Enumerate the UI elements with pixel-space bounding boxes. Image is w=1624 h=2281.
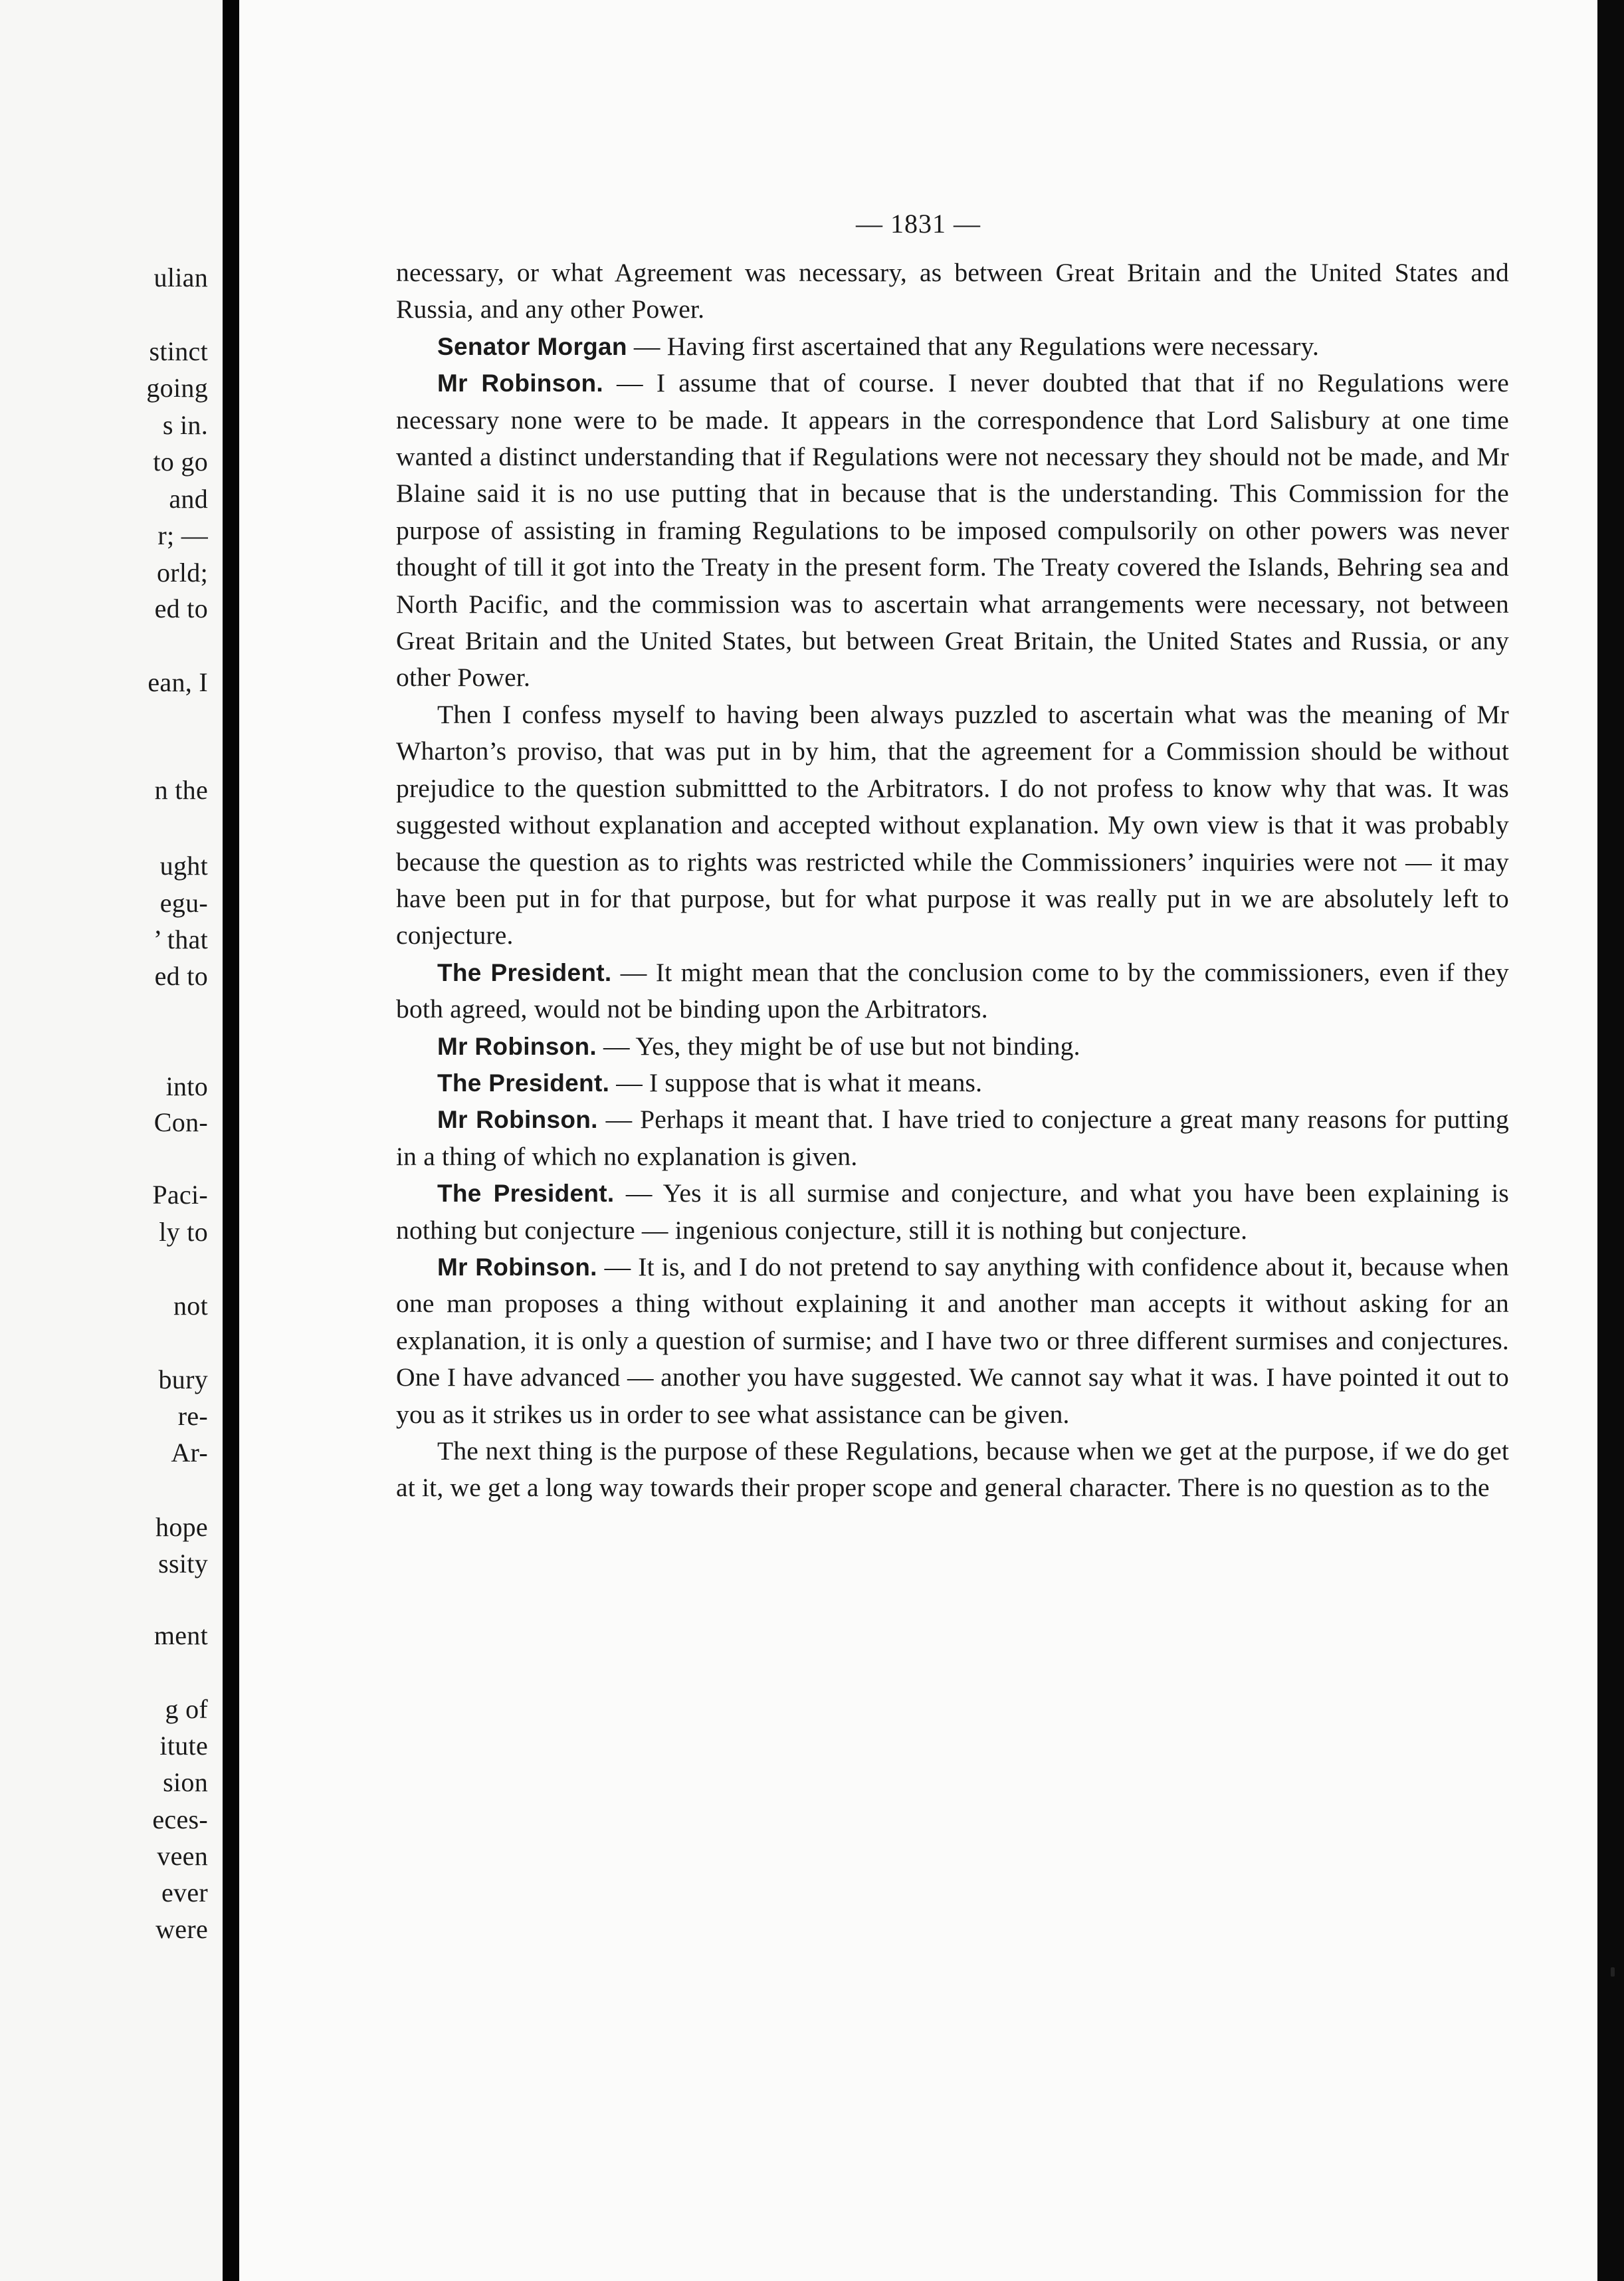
left-fragment: going bbox=[146, 373, 208, 403]
speaker-name: The President. bbox=[437, 958, 612, 986]
right-page bbox=[239, 0, 1597, 2281]
left-fragment: veen bbox=[157, 1841, 208, 1871]
paragraph-text: — Yes it is all surmise and conjecture, and what you have been explaining is nothing but conjecture — ingenious conjecture, still it is nothing but conjecture. bbox=[396, 1178, 1509, 1245]
speaker-name: Mr Robinson. bbox=[437, 370, 603, 397]
left-fragment: were bbox=[155, 1914, 208, 1944]
page-body bbox=[396, 255, 1509, 1507]
paragraph-text: — I assume that of course. I never doubted that that if no Regulations were necessary none were to be made. It appears in the correspondence that Lord Salisbury at one time wanted a distinct understanding that if Regulations were not necessary they should not be made, and Mr Blaine said it is no use putting that in because that is the understanding. This Commission for the purpose of assisting in framing Regulations to be imposed compulsorily on other powers was never thought of till it got into the Treaty in the present form. The Treaty covered the Islands, Behring sea and North Pacific, and the commission was to ascertain what arrangements were necessary, not between Great Britain and the United States, but between Great Britain, the United States and Russia, or any other Power. bbox=[396, 368, 1509, 693]
page-number: — 1831 — bbox=[856, 209, 981, 239]
paragraph-text: The next thing is the purpose of these Regulations, because when we get at the purpose, if we do get at it, we get a long way towards their proper scope and general character. There is no question as to the bbox=[396, 1436, 1509, 1503]
left-fragment: ed to bbox=[154, 594, 208, 623]
left-fragment: not bbox=[173, 1291, 208, 1321]
speaker-name: The President. bbox=[437, 1180, 615, 1208]
left-fragment: ’ that bbox=[153, 924, 208, 954]
left-fragment: re- bbox=[177, 1401, 208, 1431]
speaker-name: Mr Robinson. bbox=[437, 1032, 597, 1060]
speaker-name: The President. bbox=[437, 1069, 610, 1097]
left-fragment: ment bbox=[153, 1620, 208, 1650]
left-page bbox=[0, 0, 223, 2281]
left-fragment: bury bbox=[158, 1364, 208, 1394]
paragraph bbox=[396, 697, 1509, 954]
left-fragment: to go bbox=[153, 447, 208, 477]
paragraph-text: Then I confess myself to having been always puzzled to ascertain what was the meaning of Mr Wharton’s proviso, that was put in by him, that the agreement for a Commission should be without prejudice to the question submittted to the Arbitrators. I do not profess to know why that was. It was suggested without explanation and accepted without explanation. My own view is that it was probably because the question as to rights was restricted while the Commissioners’ inquiries were not — it may have been put in for that purpose, but for what purpose it was really put in we are absolutely left to conjecture. bbox=[396, 699, 1509, 950]
paragraph-text: — Perhaps it meant that. I have tried to conjecture a great many reasons for putting in a thing of which no explanation is given. bbox=[396, 1105, 1510, 1171]
left-fragment: ever bbox=[161, 1878, 208, 1907]
paragraph bbox=[396, 1249, 1509, 1433]
paragraph bbox=[396, 1175, 1509, 1249]
scan-speck bbox=[1611, 1967, 1615, 1977]
paragraph-text: — It might mean that the conclusion come to by the commissioners, even if they both agreed, would not be binding upon the Arbitrators. bbox=[396, 957, 1509, 1024]
paragraph bbox=[396, 365, 1509, 697]
left-fragment: Paci- bbox=[152, 1180, 208, 1210]
speaker-name: Senator Morgan bbox=[437, 332, 627, 360]
paragraph bbox=[396, 1101, 1509, 1175]
left-fragment: egu- bbox=[159, 888, 208, 918]
left-fragment: ught bbox=[159, 851, 208, 881]
paragraph bbox=[396, 954, 1509, 1028]
left-fragment: ssity bbox=[158, 1549, 208, 1578]
speaker-name: Mr Robinson. bbox=[437, 1253, 597, 1281]
left-fragment: hope bbox=[155, 1512, 208, 1542]
left-fragment: into bbox=[165, 1071, 208, 1101]
left-fragment: s in. bbox=[162, 410, 208, 440]
left-fragment: Con- bbox=[153, 1107, 208, 1137]
left-fragment: n the bbox=[154, 775, 208, 805]
paragraph-text: — Yes, they might be of use but not binding. bbox=[596, 1031, 1080, 1061]
page-edge bbox=[1597, 0, 1624, 2281]
left-fragment: ulian bbox=[153, 263, 208, 292]
paragraph-text: necessary, or what Agreement was necessary, as between Great Britain and the United States and Russia, and any other Power. bbox=[396, 258, 1509, 324]
paragraph-text: — It is, and I do not pretend to say anything with confidence about it, because when one man proposes a thing without explaining it and another man accepts it without asking for an explanation, it is only a question of surmise; and I have two or three different surmises and conjectures. One I have advanced — another you have suggested. We cannot say what it was. I have pointed it out to you as it strikes us in order to see what assistance can be given. bbox=[396, 1251, 1509, 1429]
left-fragment: sion bbox=[163, 1767, 208, 1797]
left-fragment: r; — bbox=[157, 520, 208, 550]
left-fragment: ed to bbox=[154, 961, 208, 991]
paragraph bbox=[396, 1028, 1509, 1065]
left-fragment: stinct bbox=[149, 336, 208, 366]
speaker-name: Mr Robinson. bbox=[437, 1106, 598, 1134]
paragraph bbox=[396, 1065, 1509, 1101]
left-fragment: g of bbox=[165, 1694, 208, 1724]
paragraph-text: — Having first ascertained that any Regulations were necessary. bbox=[627, 331, 1320, 361]
left-fragment: and bbox=[169, 484, 208, 514]
left-fragment: eces- bbox=[152, 1804, 208, 1834]
left-fragment: itute bbox=[159, 1731, 208, 1761]
paragraph-text: — I suppose that is what it means. bbox=[609, 1067, 983, 1097]
left-fragment: ly to bbox=[159, 1217, 208, 1247]
left-fragment: Ar- bbox=[171, 1438, 208, 1467]
paragraph bbox=[396, 255, 1509, 328]
left-fragment: orld; bbox=[156, 558, 208, 588]
book-gutter bbox=[223, 0, 239, 2281]
paragraph bbox=[396, 328, 1509, 365]
paragraph bbox=[396, 1433, 1509, 1507]
left-fragment: ean, I bbox=[148, 667, 208, 697]
